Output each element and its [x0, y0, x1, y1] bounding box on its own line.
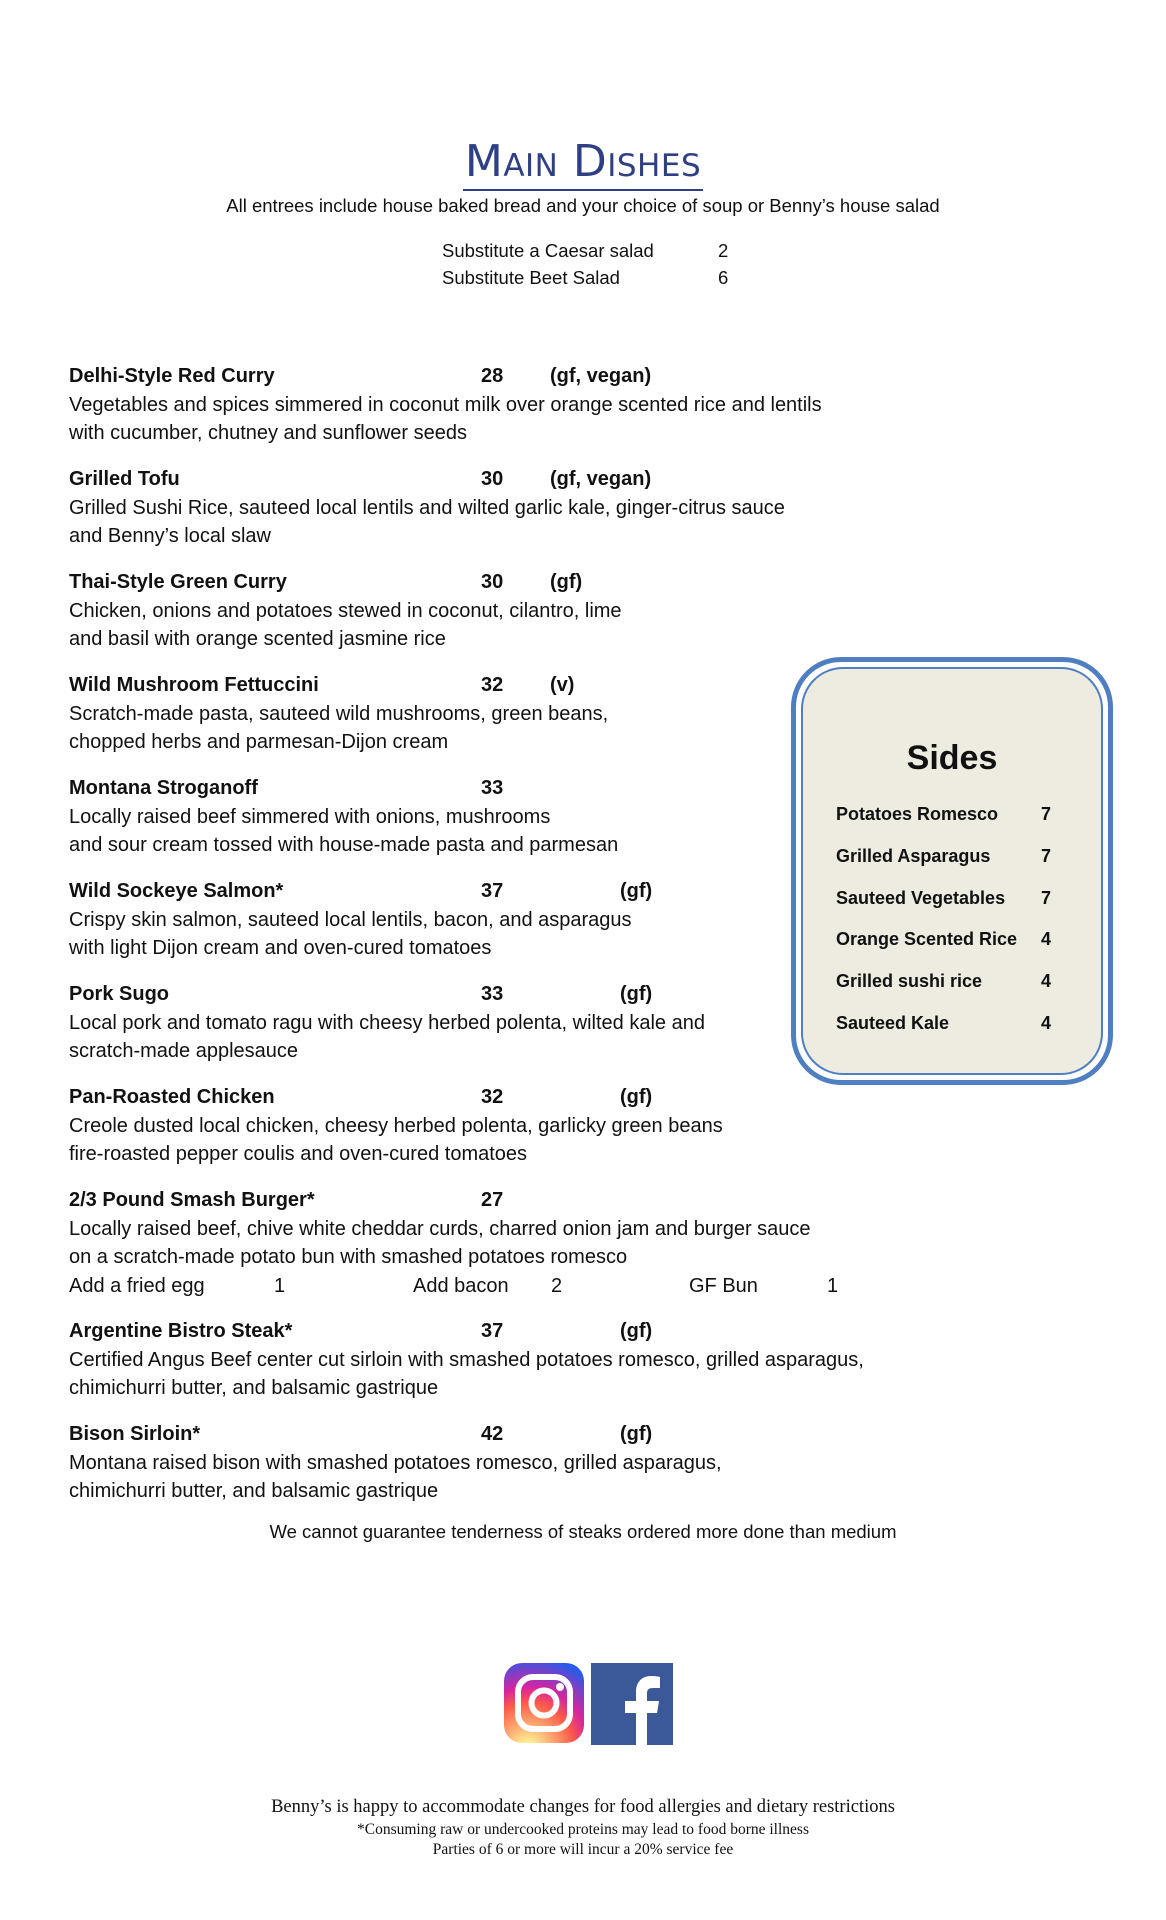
dish-description: chimichurri butter, and balsamic gastrique — [69, 1480, 439, 1502]
dish-name: Argentine Bistro Steak* — [69, 1320, 293, 1342]
dish-argentine-bistro-steak — [69, 1317, 969, 1403]
dish-name: Wild Sockeye Salmon* — [69, 880, 284, 902]
dish-tag: (gf) — [620, 1423, 653, 1445]
side-item — [836, 971, 1056, 992]
side-item — [836, 1013, 1056, 1034]
dish-name: Montana Stroganoff — [69, 777, 258, 799]
side-item — [836, 846, 1056, 867]
dish-tag: (gf) — [620, 880, 653, 902]
facebook-icon[interactable] — [591, 1663, 673, 1745]
dish-name: Pan-Roasted Chicken — [69, 1086, 275, 1108]
instagram-icon[interactable] — [504, 1663, 584, 1743]
sides-title: Sides — [906, 739, 998, 777]
dish-description: Creole dusted local chicken, cheesy herbed polenta, garlicky green beans — [69, 1114, 723, 1137]
dish-name: Bison Sirloin* — [69, 1423, 201, 1445]
side-price: 7 — [1041, 888, 1052, 908]
dish-price: 42 — [481, 1423, 504, 1445]
dish-description: scratch-made applesauce — [69, 1040, 299, 1062]
dish-tag: (gf) — [620, 1086, 653, 1108]
dish-tag: (gf) — [620, 1320, 653, 1342]
substitution-row — [442, 264, 728, 291]
dish-description: Grilled Sushi Rice, sauteed local lentils and wilted garlic kale, ginger-citrus sauce — [69, 496, 785, 519]
addon-price: 1 — [274, 1274, 286, 1297]
dish-price: 33 — [481, 777, 504, 799]
dish-price: 37 — [481, 1320, 504, 1342]
side-price: 7 — [1041, 846, 1052, 866]
substitutions — [442, 237, 728, 291]
side-price: 4 — [1041, 971, 1052, 991]
dish-description: Scratch-made pasta, sauteed wild mushrooms, green beans, — [69, 702, 609, 725]
side-item — [836, 888, 1056, 909]
dish-description: Locally raised beef simmered with onions, mushrooms — [69, 805, 551, 828]
substitution-name: Substitute Beet Salad — [442, 267, 620, 288]
entree-note: All entrees include house baked bread and your choice of soup or Benny’s house salad — [226, 195, 940, 216]
side-name: Grilled Asparagus — [836, 846, 991, 866]
dish-pan-roasted-chicken — [69, 1083, 969, 1169]
dish-description: Locally raised beef, chive white cheddar curds, charred onion jam and burger sauce — [69, 1217, 811, 1240]
dish-name: Thai-Style Green Curry — [69, 571, 287, 593]
dish-price: 30 — [481, 571, 504, 593]
dish-tag: (v) — [550, 674, 575, 696]
addon-label: Add bacon — [413, 1274, 509, 1297]
side-name: Grilled sushi rice — [836, 971, 983, 991]
dish-tag: (gf) — [620, 983, 653, 1005]
sides-box — [791, 657, 1113, 1085]
footer-allergy-note: Benny’s is happy to accommodate changes for food allergies and dietary restrictions — [271, 1797, 895, 1817]
side-price: 4 — [1041, 929, 1052, 949]
dish-delhi-style-red-curry — [69, 362, 969, 448]
dish-tag: (gf, vegan) — [550, 468, 652, 490]
dish-name: Pork Sugo — [69, 983, 170, 1005]
dish-description: Crispy skin salmon, sauteed local lentils, bacon, and asparagus — [69, 908, 632, 931]
side-price: 4 — [1041, 1013, 1052, 1033]
dish-tag: (gf) — [550, 571, 583, 593]
substitution-name: Substitute a Caesar salad — [442, 240, 654, 261]
dish-description: Vegetables and spices simmered in coconut milk over orange scented rice and lentils — [69, 393, 822, 416]
dish-description: and Benny’s local slaw — [69, 525, 271, 547]
dish-description: on a scratch-made potato bun with smashed potatoes romesco — [69, 1246, 628, 1268]
substitution-price: 6 — [718, 267, 729, 288]
dish-name: Delhi-Style Red Curry — [69, 365, 275, 387]
burger-addons — [69, 1272, 969, 1301]
addon-price: 1 — [827, 1274, 839, 1297]
dish-price: 33 — [481, 983, 504, 1005]
dish-tag: (gf, vegan) — [550, 365, 652, 387]
steak-note: We cannot guarantee tenderness of steaks ordered more done than medium — [269, 1521, 897, 1542]
dish-name: 2/3 Pound Smash Burger* — [69, 1189, 315, 1211]
side-name: Sauteed Vegetables — [836, 888, 1006, 908]
dish-description: Certified Angus Beef center cut sirloin with smashed potatoes romesco, grilled asparagus, — [69, 1348, 864, 1371]
side-item — [836, 804, 1056, 825]
dish-price: 32 — [481, 674, 504, 696]
dish-description: chopped herbs and parmesan-Dijon cream — [69, 731, 449, 753]
substitution-price: 2 — [718, 240, 729, 261]
side-name: Orange Scented Rice — [836, 929, 1018, 949]
dish-grilled-tofu — [69, 465, 969, 551]
dish-name: Grilled Tofu — [69, 468, 180, 490]
dish-price: 28 — [481, 365, 504, 387]
addon-label: Add a fried egg — [69, 1274, 205, 1297]
dish-description: Local pork and tomato ragu with cheesy herbed polenta, wilted kale and — [69, 1011, 705, 1034]
dish-description: Chicken, onions and potatoes stewed in coconut, cilantro, lime — [69, 599, 622, 622]
side-name: Sauteed Kale — [836, 1013, 950, 1033]
dish-price: 30 — [481, 468, 504, 490]
dish-description: and basil with orange scented jasmine rice — [69, 628, 446, 650]
side-item — [836, 929, 1056, 950]
side-price: 7 — [1041, 804, 1052, 824]
dish-description: Montana raised bison with smashed potatoes romesco, grilled asparagus, — [69, 1451, 722, 1474]
dish-name: Wild Mushroom Fettuccini — [69, 674, 319, 696]
dish-description: with cucumber, chutney and sunflower seeds — [69, 422, 467, 444]
addon-label: GF Bun — [689, 1274, 758, 1297]
dish-price: 37 — [481, 880, 504, 902]
dish-price: 27 — [481, 1189, 504, 1211]
dish-description: chimichurri butter, and balsamic gastrique — [69, 1377, 439, 1399]
page-title-wrap — [0, 136, 1166, 187]
dish-description: and sour cream tossed with house-made pasta and parmesan — [69, 834, 619, 856]
page-title: Main Dishes — [463, 136, 703, 191]
sides-inner-border — [801, 667, 1103, 1075]
dish-price: 32 — [481, 1086, 504, 1108]
dish-description: with light Dijon cream and oven-cured tomatoes — [69, 937, 492, 959]
substitution-row — [442, 237, 728, 264]
side-name: Potatoes Romesco — [836, 804, 999, 824]
footer-service-fee: Parties of 6 or more will incur a 20% service fee — [432, 1841, 734, 1858]
addon-price: 2 — [551, 1274, 563, 1297]
footer-raw-warning: *Consuming raw or undercooked proteins may lead to food borne illness — [357, 1821, 809, 1838]
dish-smash-burger — [69, 1186, 969, 1300]
dish-bison-sirloin — [69, 1420, 969, 1506]
dish-description: fire-roasted pepper coulis and oven-cured tomatoes — [69, 1143, 528, 1165]
dish-thai-style-green-curry — [69, 568, 969, 654]
